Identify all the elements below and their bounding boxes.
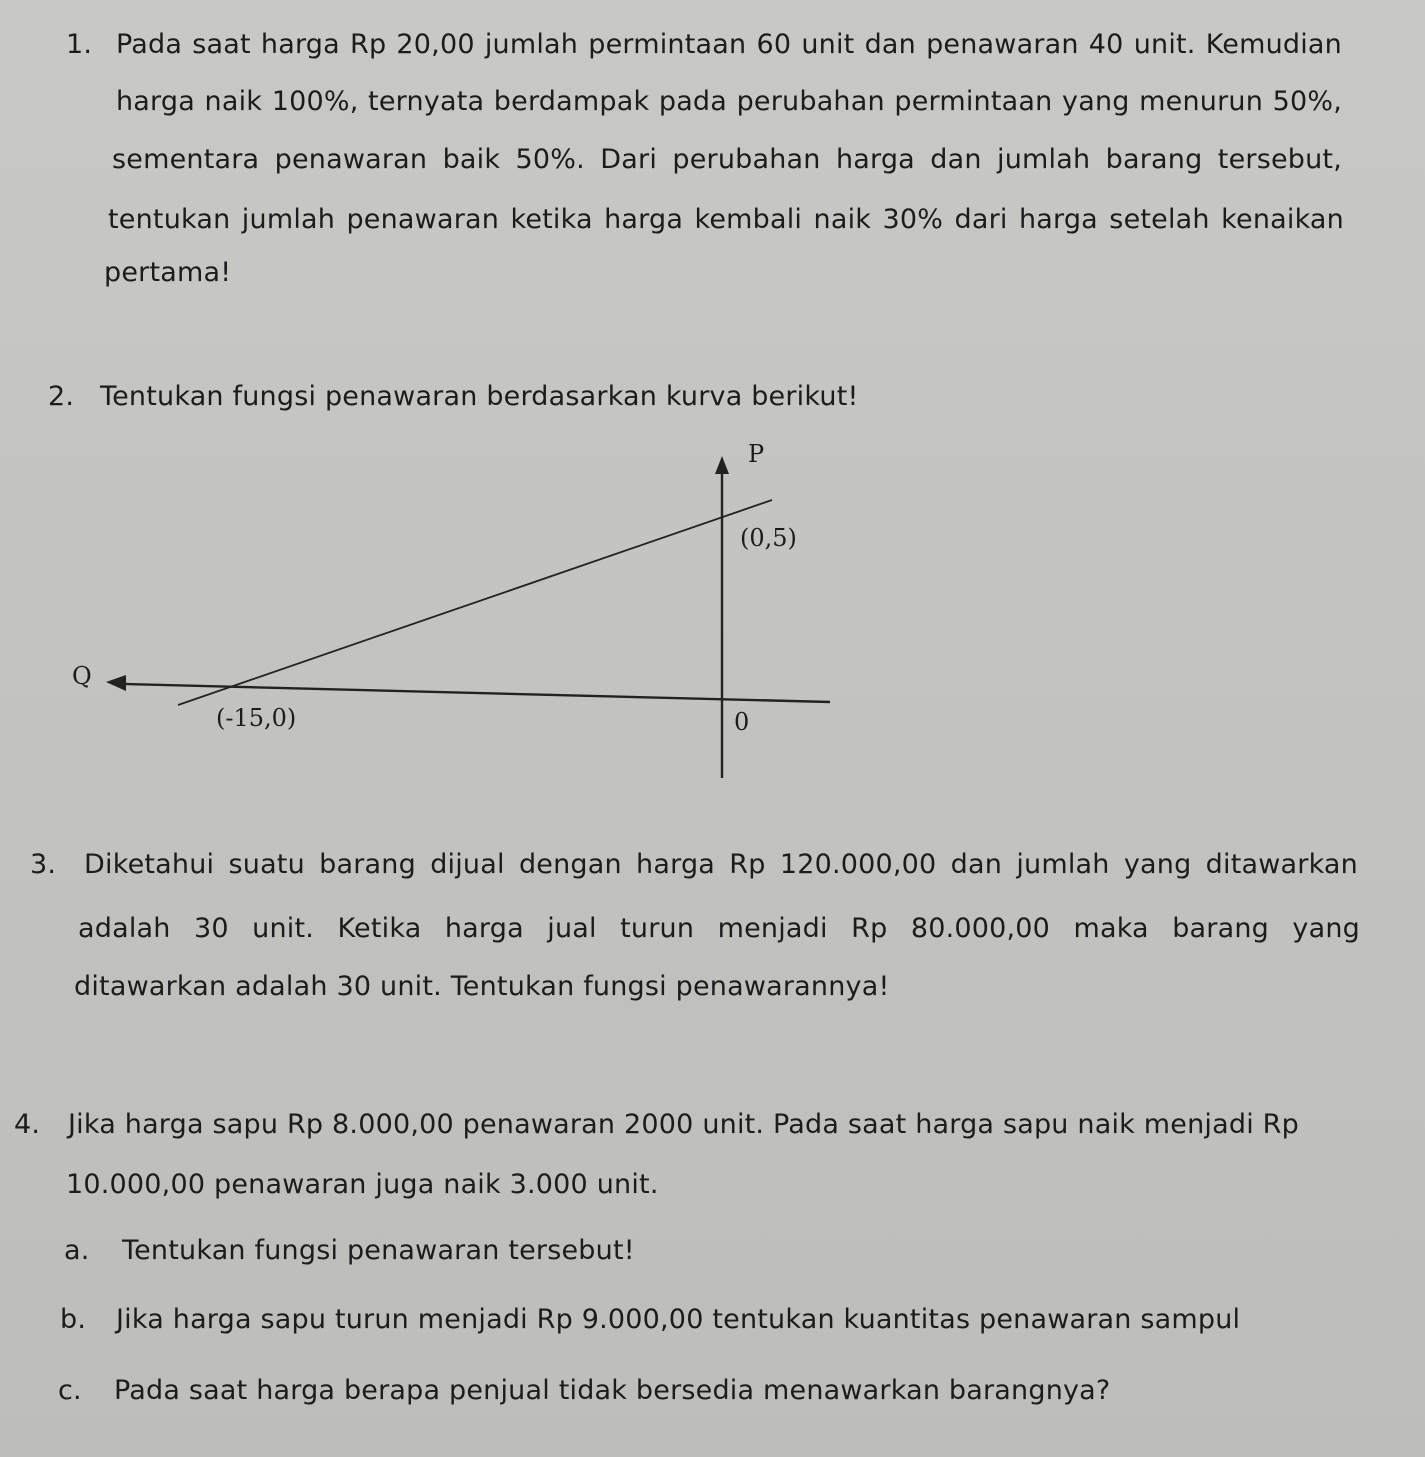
- q1-line-2: harga naik 100%, ternyata berdampak pada perubahan permintaan yang menurun 50%,: [116, 86, 1342, 117]
- q4b-letter: b.: [60, 1304, 87, 1335]
- p-axis-label: P: [748, 440, 765, 468]
- q1-line-3: sementara penawaran baik 50%. Dari perubahan harga dan jumlah barang tersebut,: [112, 144, 1342, 175]
- p-axis-arrow: [715, 456, 729, 474]
- supply-curve-svg: [60, 430, 860, 790]
- q3-number: 3.: [30, 849, 57, 880]
- q3-line-2: adalah 30 unit. Ketika harga jual turun menjadi Rp 80.000,00 maka barang yang: [78, 913, 1360, 944]
- q4-number: 4.: [14, 1109, 41, 1140]
- point-intercept-p-label: (0,5): [740, 524, 797, 552]
- q-axis-label: Q: [72, 662, 92, 690]
- q1-number: 1.: [66, 29, 93, 60]
- origin-label: 0: [734, 708, 750, 736]
- q3-line-3: ditawarkan adalah 30 unit. Tentukan fungsi penawarannya!: [74, 971, 890, 1002]
- q3-line-1: Diketahui suatu barang dijual dengan harga Rp 120.000,00 dan jumlah yang ditawarkan: [84, 849, 1358, 880]
- q1-line-5: pertama!: [104, 257, 232, 288]
- supply-curve-graph: [60, 430, 860, 790]
- q4c-text: Pada saat harga berapa penjual tidak bersedia menawarkan barangnya?: [114, 1375, 1111, 1406]
- q4a-letter: a.: [64, 1235, 90, 1266]
- supply-line: [178, 500, 772, 705]
- q4a-text: Tentukan fungsi penawaran tersebut!: [122, 1235, 635, 1266]
- q1-line-4: tentukan jumlah penawaran ketika harga kembali naik 30% dari harga setelah kenaikan: [108, 204, 1344, 235]
- q4-line-2: 10.000,00 penawaran juga naik 3.000 unit.: [66, 1169, 659, 1200]
- q4b-text: Jika harga sapu turun menjadi Rp 9.000,00 tentukan kuantitas penawaran sampul: [116, 1304, 1241, 1335]
- q2-text: Tentukan fungsi penawaran berdasarkan kurva berikut!: [100, 381, 859, 412]
- q4-line-1: Jika harga sapu Rp 8.000,00 penawaran 2000 unit. Pada saat harga sapu naik menjadi Rp: [68, 1109, 1299, 1140]
- point-intercept-q-label: (-15,0): [216, 704, 297, 732]
- q2-number: 2.: [48, 381, 75, 412]
- q-axis-arrow: [106, 675, 126, 691]
- q4c-letter: c.: [58, 1375, 82, 1406]
- q1-line-1: Pada saat harga Rp 20,00 jumlah permintaan 60 unit dan penawaran 40 unit. Kemudian: [116, 29, 1342, 60]
